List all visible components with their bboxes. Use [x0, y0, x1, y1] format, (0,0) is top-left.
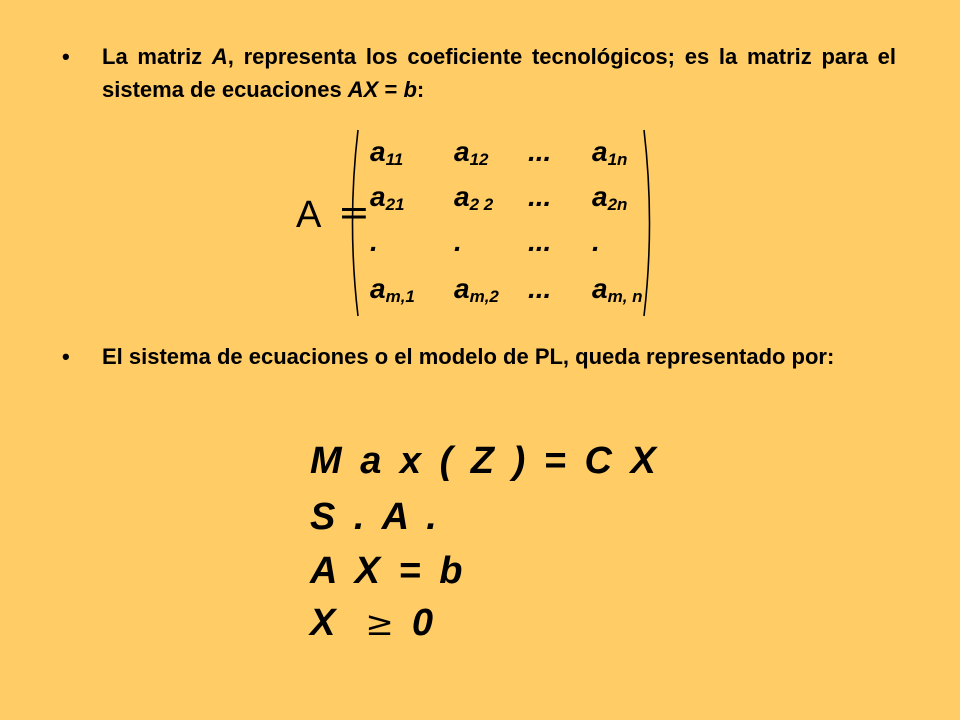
matrix-cell-base: a	[454, 181, 470, 212]
matrix-cell-subscript: 21	[385, 195, 405, 214]
subject-to-line: S . A .	[310, 496, 441, 538]
matrix-cell-base: .	[454, 226, 462, 257]
text-segment: , representa los coeficiente tecnológicos; es la matriz para el sistema de ecuaciones	[102, 44, 896, 102]
matrix-cell-base: .	[370, 226, 378, 257]
matrix-cell	[454, 181, 493, 215]
matrix-cell-subscript: m,2	[469, 287, 499, 306]
matrix-cell-subscript: 11	[385, 150, 404, 169]
bullet-matrix-description	[62, 40, 896, 106]
matrix-cell-subscript: 12	[469, 150, 489, 169]
matrix-cell-base: a	[454, 273, 470, 304]
matrix-cell	[454, 273, 499, 307]
matrix-cell-base: a	[592, 273, 608, 304]
matrix-cell-subscript: m, n	[607, 287, 643, 306]
matrix-cell-base: ...	[528, 181, 552, 212]
nonneg-variable: X	[310, 602, 340, 644]
matrix-cell-base: .	[592, 226, 600, 257]
matrix-cell-subscript: 1n	[607, 150, 628, 169]
matrix-cell	[454, 226, 462, 258]
bullet-marker: •	[62, 44, 70, 69]
matrix-cell-base: ...	[528, 136, 552, 167]
matrix-cell-base: ...	[528, 226, 552, 257]
matrix-cell	[592, 273, 643, 307]
matrix-cell-base: ...	[528, 273, 552, 304]
left-parenthesis	[346, 128, 360, 318]
matrix-description-text	[102, 40, 896, 106]
matrix-label: A	[296, 194, 322, 236]
matrix-cell	[370, 226, 378, 258]
bullet-model-description	[62, 340, 896, 373]
bullet-marker: •	[62, 344, 70, 369]
matrix-cell-base: a	[454, 136, 470, 167]
matrix-cell-base: a	[592, 181, 608, 212]
matrix-cell	[528, 226, 551, 258]
matrix-cell	[370, 273, 415, 307]
matrix-cell-base: a	[370, 273, 386, 304]
model-description-text: El sistema de ecuaciones o el modelo de PL, queda representado por:	[102, 344, 835, 369]
matrix-cell	[370, 181, 405, 215]
matrix-cell	[454, 136, 489, 170]
text-italic-ax: AX	[347, 77, 379, 102]
text-segment: :	[416, 77, 425, 102]
matrix-cell-subscript: 2 2	[469, 195, 494, 214]
matrix-cell-base: a	[370, 181, 386, 212]
text-segment: La matriz	[102, 44, 212, 69]
matrix-cell	[592, 226, 600, 258]
matrix-cell-base: a	[370, 136, 386, 167]
matrix-cell-subscript: 2n	[607, 195, 628, 214]
constraint-line: A X = b	[310, 550, 467, 592]
right-parenthesis	[642, 128, 656, 318]
matrix-equals: =	[338, 190, 370, 234]
matrix-cell	[592, 136, 627, 170]
text-italic-b: b	[403, 77, 417, 102]
matrix-cell	[370, 136, 403, 170]
matrix-cell-base: a	[592, 136, 608, 167]
matrix-cell	[528, 181, 551, 213]
greater-equal-symbol: ≥	[365, 604, 398, 644]
matrix-a	[296, 128, 676, 318]
text-italic-a: A	[211, 44, 228, 69]
matrix-cell-subscript: m,1	[385, 287, 415, 306]
matrix-cell	[592, 181, 627, 215]
objective-line: M a x ( Z ) = C X	[310, 440, 660, 482]
nonneg-value: 0	[411, 602, 437, 644]
text-segment: =	[378, 77, 404, 102]
nonnegativity-line	[310, 602, 437, 645]
matrix-cell	[528, 273, 551, 305]
matrix-cell	[528, 136, 551, 168]
